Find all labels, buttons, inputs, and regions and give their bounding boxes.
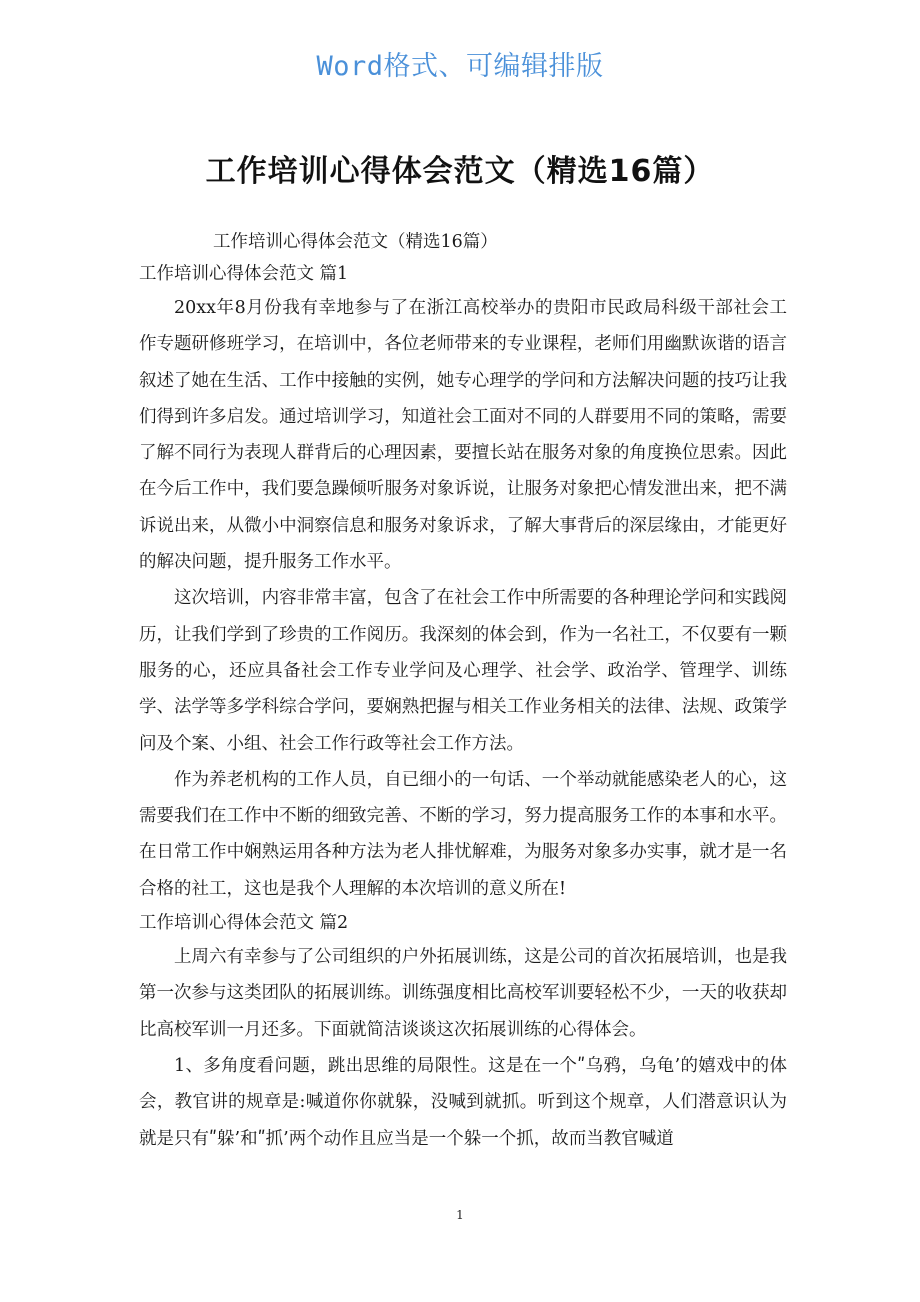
document-body <box>139 226 787 1157</box>
page-number: 1 <box>456 1208 464 1222</box>
document-subtitle: 工作培训心得体会范文（精选16篇） <box>213 232 498 252</box>
paragraph: 上周六有幸参与了公司组织的户外拓展训练，这是公司的首次拓展培训，也是我第一次参与这类团队的拓展训练。训练强度相比高校军训要轻松不少，一天的收获却比高校军训一月还多。下面就简洁谈谈这次拓展训练的心得体会。 <box>139 947 787 1040</box>
document-title: 工作培训心得体会范文（精选16篇） <box>205 154 715 189</box>
section-1 <box>139 258 787 907</box>
paragraph: 这次培训，内容非常丰富，包含了在社会工作中所需要的各种理论学问和实践阅历，让我们学到了珍贵的工作阅历。我深刻的体会到，作为一名社工，不仅要有一颗服务的心，还应具备社会工作专业学问及心理学、社会学、政治学、管理学、训练学、法学等多学科综合学问，要娴熟把握与相关工作业务相关的法律、法规、政策学问及个案、小组、社会工作行政等社会工作方法。 <box>139 588 787 754</box>
section-heading: 工作培训心得体会范文 篇2 <box>139 913 349 934</box>
section-2 <box>139 907 787 1157</box>
paragraph: 作为养老机构的工作人员，自已细小的一句话、一个举动就能感染老人的心，这需要我们在工作中不断的细致完善、不断的学习，努力提高服务工作的本事和水平。在日常工作中娴熟运用各种方法为老人排忧解难，为服务对象多办实事，就才是一名合格的社工，这也是我个人理解的本次培训的意义所在! <box>139 769 787 899</box>
paragraph: 20xx年8月份我有幸地参与了在浙江高校举办的贵阳市民政局科级干部社会工作专题研修班学习，在培训中，各位老师带来的专业课程，老师们用幽默诙谐的语言叙述了她在生活、工作中接触的实例，她专心理学的学问和方法解决问题的技巧让我们得到许多启发。通过培训学习，知道社会工面对不同的人群要用不同的策略，需要了解不同行为表现人群背后的心理因素，要擅长站在服务对象的角度换位思索。因此在今后工作中，我们要急躁倾听服务对象诉说，让服务对象把心情发泄出来，把不满诉说出来，从微小中洞察信息和服务对象诉求，了解大事背后的深层缘由，才能更好的解决问题，提升服务工作水平。 <box>139 298 787 573</box>
paragraph: 1、多角度看问题，跳出思维的局限性。这是在一个ʺ乌鸦，乌龟’的嬉戏中的体会，教官讲的规章是:喊道你你就躲，没喊到就抓。听到这个规章，人们潜意识认为就是只有ʺ躲’和ʺ抓’两个动作且应当是一个躲一个抓，故而当教官喊道 <box>139 1055 787 1149</box>
section-heading: 工作培训心得体会范文 篇1 <box>139 264 349 284</box>
format-banner: Word格式、可编辑排版 <box>316 51 604 82</box>
